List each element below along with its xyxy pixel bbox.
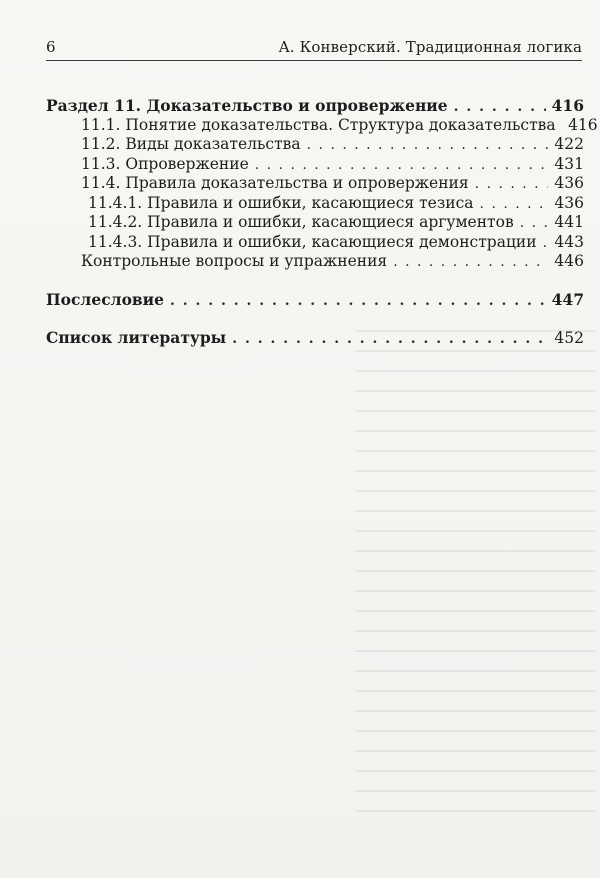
toc-entry-page: 416 (551, 96, 584, 115)
table-of-contents (46, 96, 598, 348)
bleed-through-texture (355, 330, 595, 850)
toc-entry-page: 446 (554, 252, 584, 270)
toc-entry-title: 11.4.3. Правила и ошибки, касающиеся демонстрации (88, 232, 537, 251)
toc-entry-title: Раздел 11. Доказательство и опровержение (46, 96, 448, 115)
toc-entry-title: 11.4.2. Правила и ошибки, касающиеся аргументов (88, 213, 514, 231)
toc-entry-page: 436 (554, 174, 584, 192)
toc-entry-title: Список литературы (46, 328, 227, 347)
toc-entry-11-4-2[interactable] (46, 213, 584, 233)
dot-leader (232, 330, 548, 350)
toc-entry-title: Контрольные вопросы и упражнения (81, 252, 388, 270)
dot-leader (475, 175, 548, 195)
dot-leader (393, 253, 548, 273)
toc-entry-page: 447 (551, 289, 584, 309)
toc-entry-11-2[interactable] (46, 135, 584, 155)
toc-entry-11-1[interactable] (46, 115, 598, 136)
toc-entry-page: 441 (554, 213, 584, 231)
toc-entry-11-4-1[interactable] (46, 194, 584, 214)
dot-leader (480, 195, 548, 215)
dot-leader (520, 214, 548, 234)
toc-entry-page: 422 (554, 135, 584, 153)
page-number: 6 (46, 38, 56, 56)
toc-entry-title: 11.1. Понятие доказательства. Структура доказательства (81, 115, 556, 134)
toc-entry-afterword[interactable] (46, 290, 584, 310)
toc-entry-page: 443 (554, 232, 584, 251)
toc-entry-title: 11.3. Опровержение (81, 154, 249, 173)
toc-entry-11-4-3[interactable] (46, 233, 584, 253)
toc-entry-11-3[interactable] (46, 155, 584, 175)
dot-leader (307, 136, 548, 156)
toc-entry-title: Послесловие (46, 289, 165, 309)
toc-entry-page: 452 (554, 329, 584, 347)
toc-entry-title: 11.2. Виды доказательства (81, 135, 301, 153)
toc-entry-title: 11.4. Правила доказательства и опровержения (81, 174, 469, 192)
toc-entry-exercises[interactable] (46, 252, 584, 272)
toc-entry-11-4[interactable] (46, 174, 584, 194)
running-header (46, 38, 582, 61)
running-title: А. Конверский. Традиционная логика (278, 38, 582, 56)
dot-leader (170, 292, 546, 312)
toc-entry-page: 436 (554, 193, 584, 212)
toc-entry-section-11[interactable] (46, 96, 584, 116)
toc-entry-bibliography[interactable] (46, 328, 584, 348)
toc-entry-page: 431 (554, 154, 584, 173)
toc-entry-page: 416 (568, 115, 598, 134)
dot-leader (255, 156, 548, 176)
toc-entry-title: 11.4.1. Правила и ошибки, касающиеся тезиса (88, 193, 474, 212)
